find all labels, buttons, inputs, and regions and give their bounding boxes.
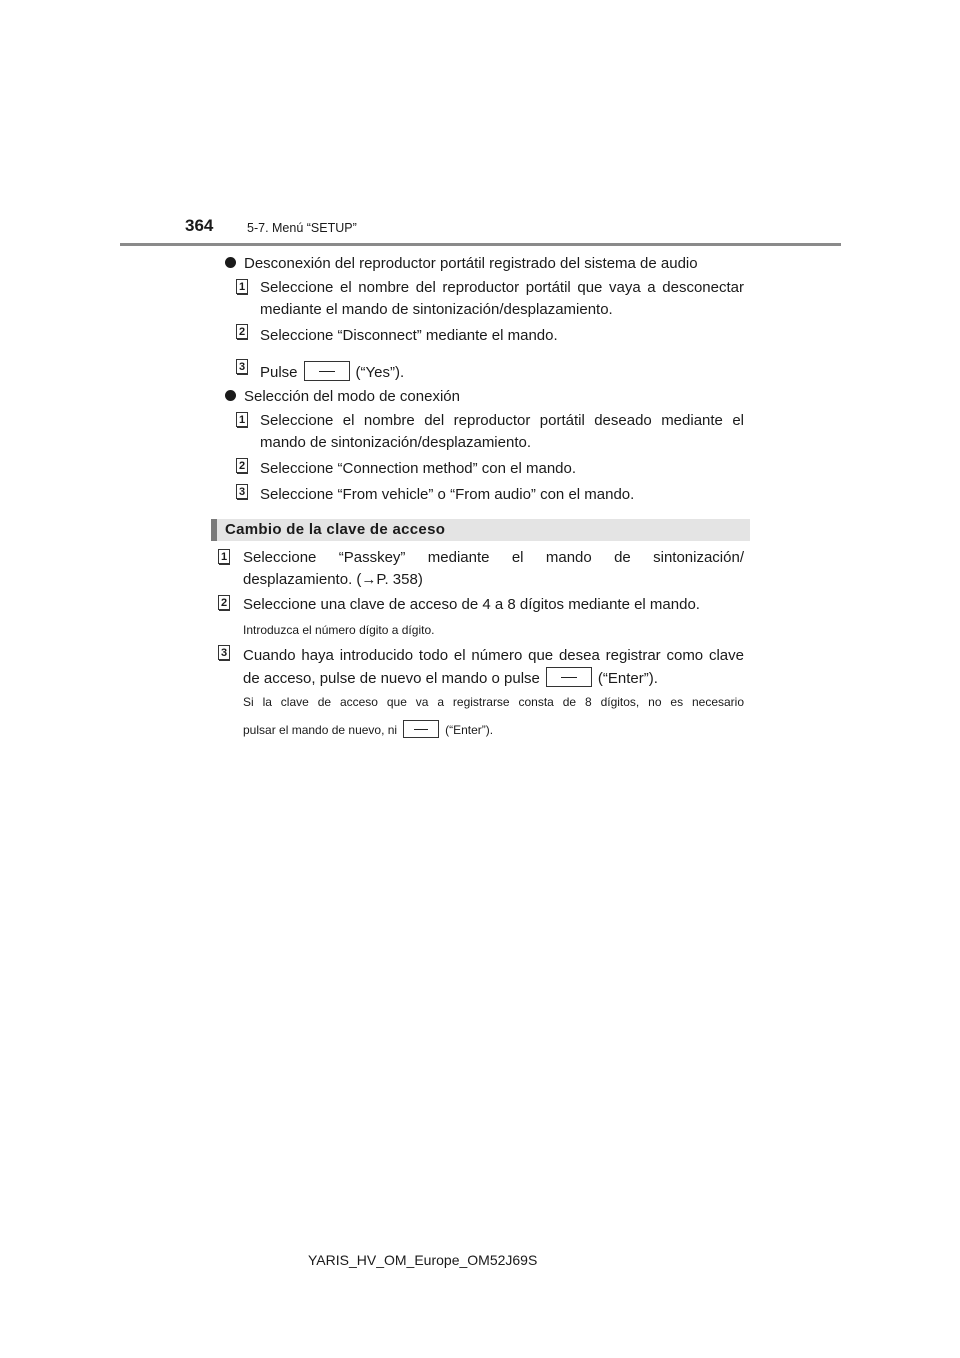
document-id: YARIS_HV_OM_Europe_OM52J69S [308, 1252, 538, 1268]
step-text: Seleccione una clave de acceso de 4 a 8 dígitos mediante el mando. [243, 596, 700, 613]
step-text-cont: mediante el mando de sintonización/desplazamiento. [260, 301, 613, 318]
step-text-after: (“Yes”). [355, 364, 405, 381]
heading-accent [211, 519, 217, 541]
step-text: Seleccione “Connection method” con el mando. [260, 460, 577, 477]
step-text-before: de acceso, pulse de nuevo el mando o pulse [243, 670, 540, 687]
step-note: Introduzca el número dígito a dígito. [243, 623, 435, 637]
step-text: Seleccione “Passkey” mediante el mando de sintonización/ [243, 549, 744, 566]
note-text-before: pulsar el mando de nuevo, ni [243, 723, 398, 737]
step-number-icon: 3 [218, 645, 230, 660]
step-text: Cuando haya introducido todo el número que desea registrar como clave [243, 647, 744, 664]
page-number: 364 [185, 216, 214, 235]
yes-button-icon [304, 361, 350, 381]
step-text: Seleccione “Disconnect” mediante el mando. [260, 327, 558, 344]
step-number-icon: 2 [218, 595, 230, 610]
step-text-cont: desplazamiento. (→P. 358) [243, 571, 423, 588]
step-text: Seleccione “From vehicle” o “From audio” con el mando. [260, 486, 635, 503]
bullet-disconnect-title: Desconexión del reproductor portátil registrado del sistema de audio [244, 255, 698, 272]
step-text-before: Pulse [260, 364, 298, 381]
bullet-icon [225, 390, 236, 401]
step-number-icon: 3 [236, 484, 248, 499]
step-number-icon: 1 [218, 549, 230, 564]
section-heading-bar [211, 519, 750, 541]
enter-button-icon [403, 720, 439, 738]
bullet-connection-mode [225, 386, 460, 408]
bullet-disconnect [225, 253, 698, 275]
step-text: Seleccione el nombre del reproductor portátil deseado mediante el [260, 412, 744, 429]
step-number-icon: 1 [236, 412, 248, 427]
section-title: 5-7. Menú “SETUP” [247, 221, 357, 235]
step-note-cont [243, 716, 744, 744]
header-rule [120, 243, 841, 246]
step-text-cont: mando de sintonización/desplazamiento. [260, 434, 532, 451]
step-number-icon: 2 [236, 458, 248, 473]
step-note: Si la clave de acceso que va a registrarse consta de 8 dígitos, no es necesario [243, 695, 744, 709]
note-text-after: (“Enter”). [445, 723, 494, 737]
section-heading: Cambio de la clave de acceso [225, 521, 446, 538]
enter-button-icon [546, 667, 592, 687]
bullet-icon [225, 257, 236, 268]
step-text-cont [243, 667, 744, 690]
step-number-icon: 2 [236, 324, 248, 339]
step-number-icon: 1 [236, 279, 248, 294]
step-text-after: (“Enter”). [597, 670, 658, 687]
step-number-icon: 3 [236, 359, 248, 374]
bullet-connection-title: Selección del modo de conexión [244, 388, 460, 405]
step-text: Seleccione el nombre del reproductor portátil que vaya a desconectar [260, 279, 744, 296]
step-text [260, 361, 744, 384]
